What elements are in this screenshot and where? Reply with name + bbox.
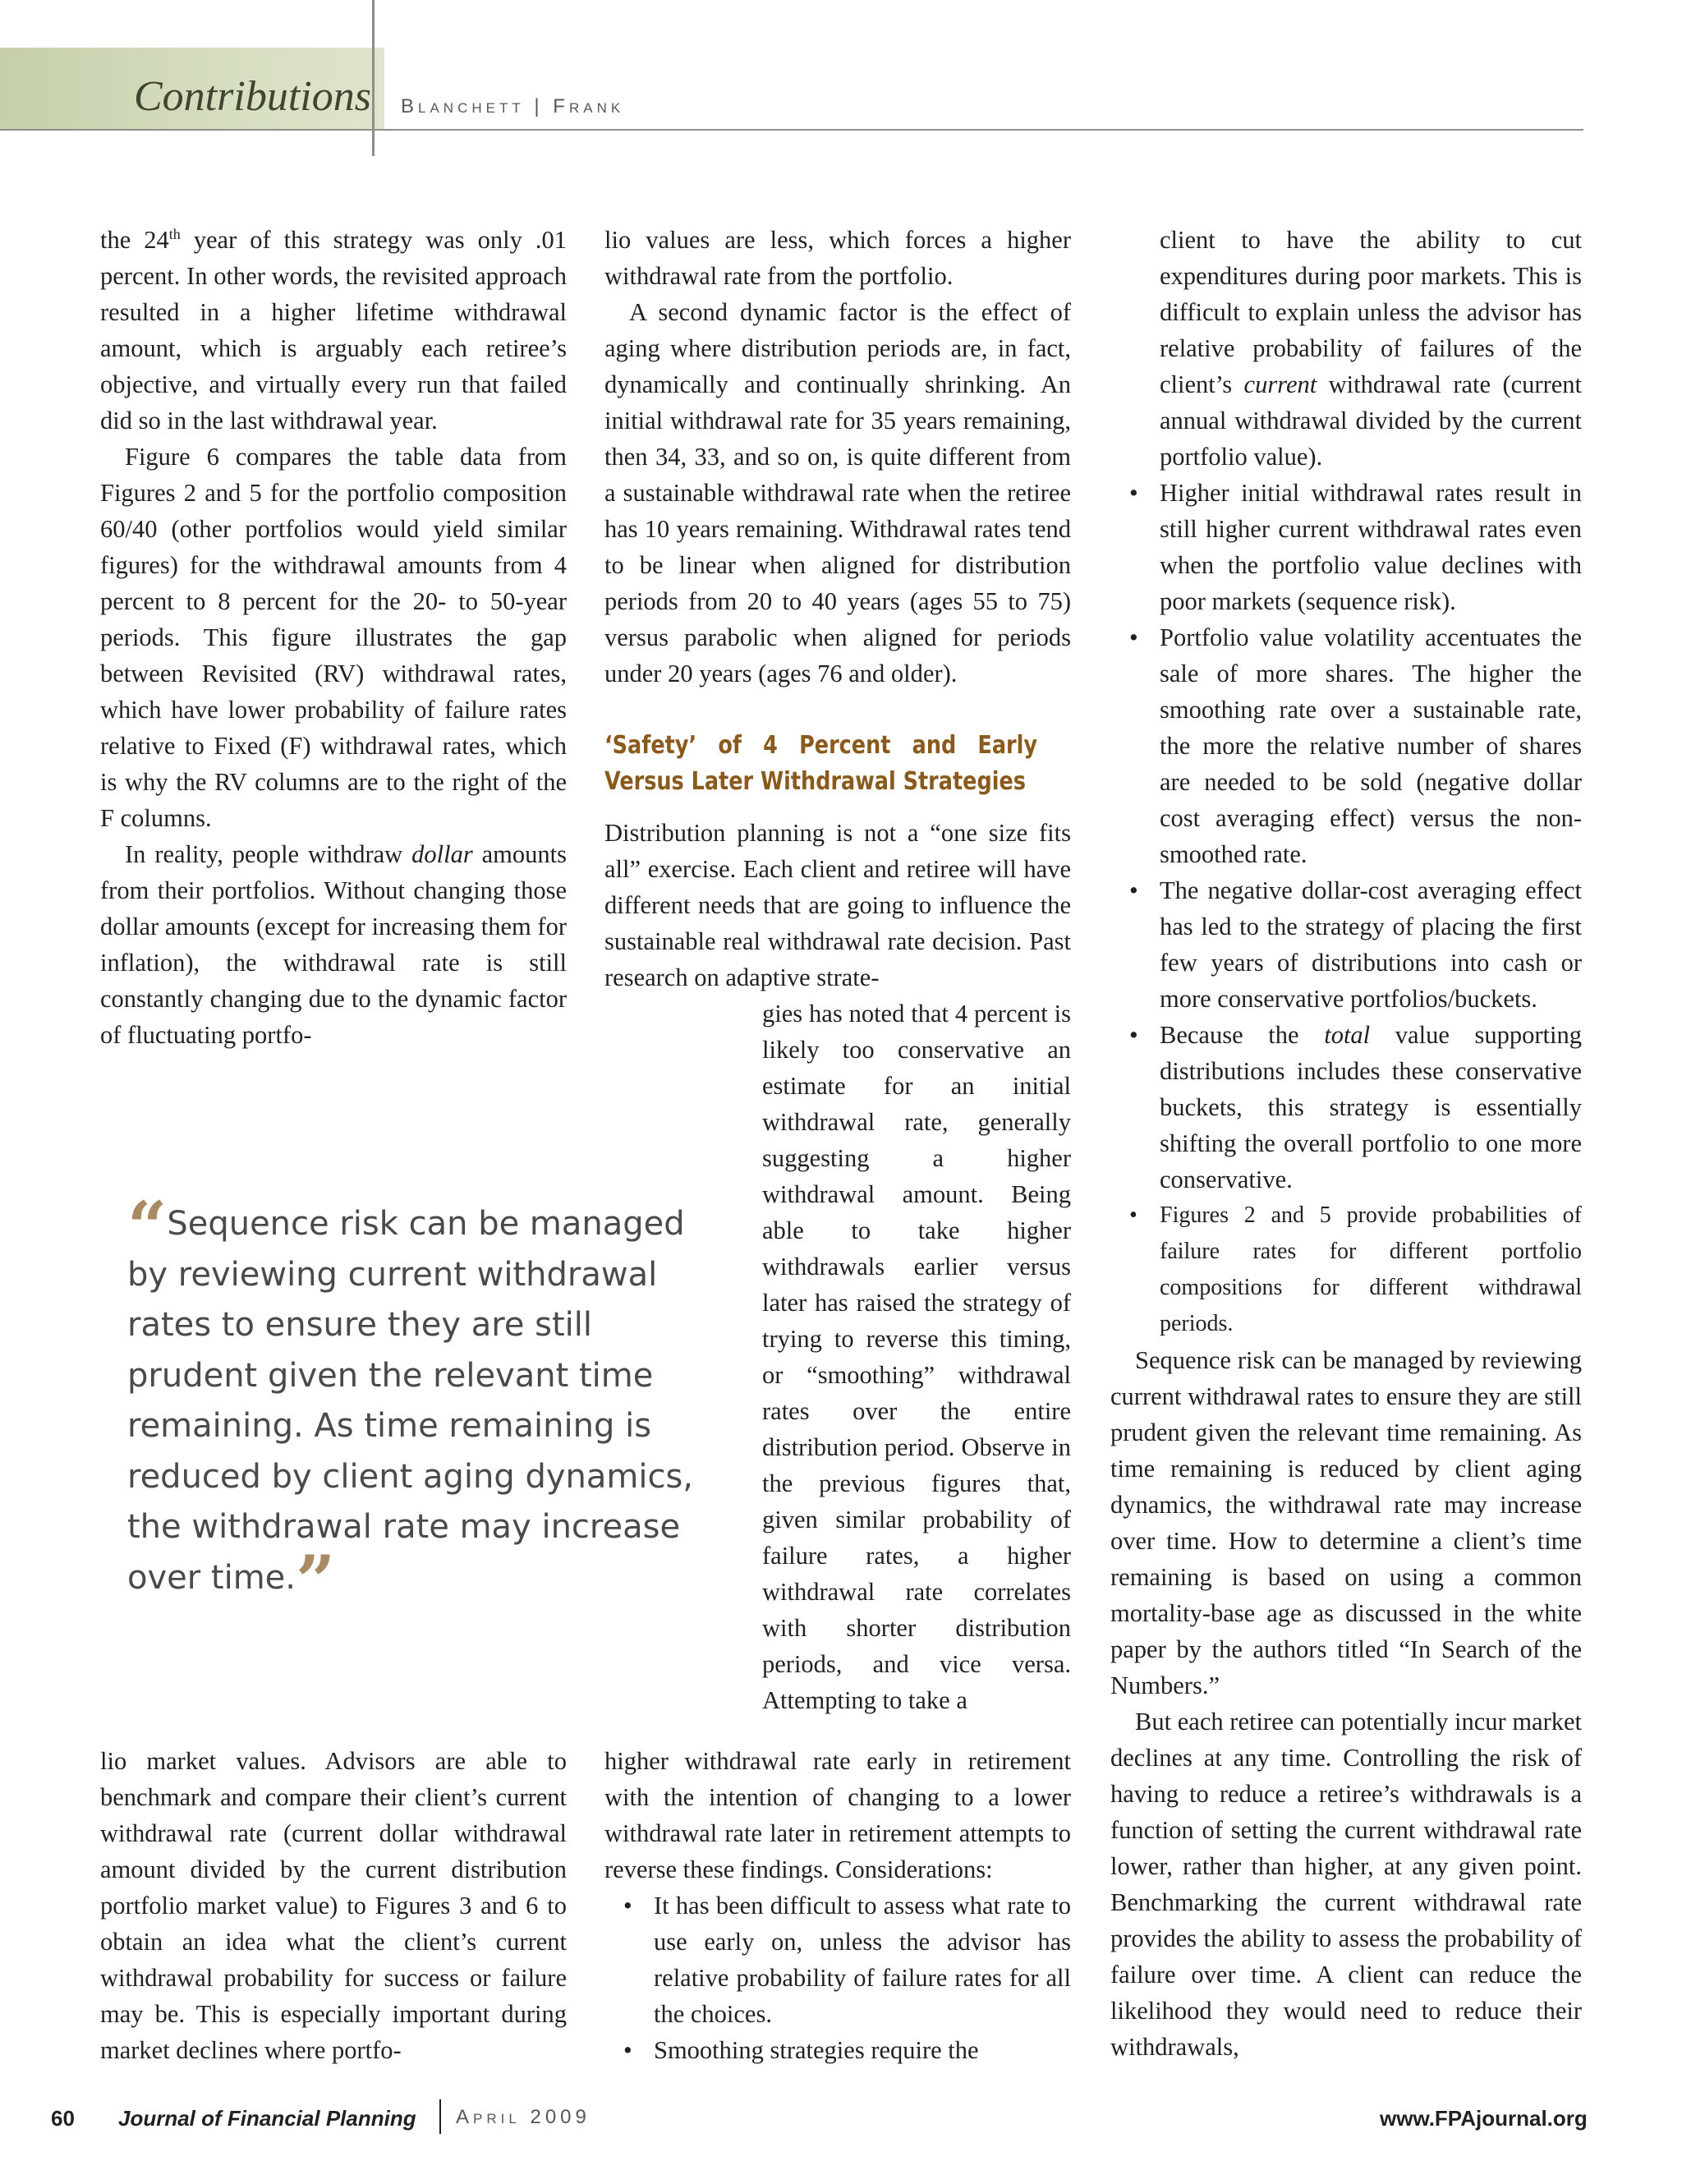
paragraph: Distribution planning is not a “one size fits all” exercise. Each client and retiree will have different needs that are going to influence the sustainable real withdrawal rate decision. Past research on adaptive strate- xyxy=(604,819,1071,991)
paragraph: gies has noted that 4 percent is likely too conservative an estimate for an initial withdrawal rate, generally suggesting a higher withdrawal amount. Being able to take higher withdrawals earlier versus later has raised the strategy of trying to reverse this timing, or “smoothing” withdrawal rates over the entire distribution period. Observe in the previous figures that, given similar probability of failure rates, a higher withdrawal rate correlates with shorter distribution periods, and vice versa. Attempting to take a xyxy=(762,1000,1071,1714)
list-item: • The negative dollar-cost averaging effect has led to the strategy of placing the first few years of distributions into cash or more conservative portfolios/buckets. xyxy=(1110,872,1582,1017)
bullet-list xyxy=(1110,475,1582,1342)
paragraph: But each retiree can potentially incur market declines at any time. Controlling the risk of having to reduce a retiree’s withdrawals is a function of setting the current withdrawal rate lower, rather than higher, at any given point. Benchmarking the current withdrawal rate provides the ability to assess the probability of failure over time. A client can reduce the likelihood they would need to reduce their withdrawals, xyxy=(1110,1708,1582,2061)
paragraph: the 24th year of this strategy was only .01 percent. In other words, the revisited approach resulted in a higher lifetime withdrawal amount, which is arguably each retiree’s objective, and virtually every run that failed did so in the last withdrawal year. xyxy=(100,225,567,435)
issue-date: April 2009 xyxy=(456,2106,591,2128)
bullet-list xyxy=(604,1887,1071,2068)
paragraph: lio values are less, which forces a higher withdrawal rate from the portfolio. xyxy=(604,226,1071,290)
paragraph: lio market values. Advisors are able to benchmark and compare their client’s current withdrawal rate (current dollar withdrawal amount divided by the current distribution portfolio market value) to Figures 3 and 6 to obtain an idea what the client’s current withdrawal probability for success or failure may be. This is especially important during market declines where portfo- xyxy=(100,1747,567,2064)
column-1-bottom xyxy=(100,1743,567,2068)
pull-quote-text: Sequence risk can be managed by reviewing current withdrawal rates to ensure they are still prudent given the relevant time remaining. As time remaining is reduced by client aging dynamics, the withdrawal rate may increase over time. xyxy=(127,1205,694,1597)
section-title: Contributions xyxy=(134,73,371,120)
list-item: • It has been difficult to assess what rate to use early on, unless the advisor has relative probability of failure rates for all the choices. xyxy=(604,1887,1071,2032)
bullet-continuation: client to have the ability to cut expenditures during poor markets. This is difficult to explain unless the advisor has relative probability of failures of the client’s current withdrawal rate (current annual withdrawal divided by the current portfolio value). xyxy=(1160,226,1582,471)
page-number: 60 xyxy=(51,2106,75,2131)
article-authors: Blanchett | Frank xyxy=(401,95,625,117)
paragraph: Sequence risk can be managed by reviewing current withdrawal rates to ensure they are still prudent given the relevant time remaining. As time remaining is reduced by client aging dynamics, the withdrawal rate may increase over time. How to determine a client’s time remaining is based on using a common mortality-base age as discussed in the white paper by the authors titled “In Search of the Numbers.” xyxy=(1110,1346,1582,1699)
list-item: • Because the total value supporting distributions includes these conservative buckets, this strategy is essentially shifting the overall portfolio to one more conservative. xyxy=(1110,1017,1582,1198)
subheading: ‘Safety’ of 4 Percent and Early Versus Later Withdrawal Strategies xyxy=(604,731,1037,796)
list-item: • Smoothing strategies require the xyxy=(604,2032,1071,2068)
paragraph: higher withdrawal rate early in retirement with the intention of changing to a lower withdrawal rate later in retirement attempts to reverse these findings. Considerations: xyxy=(604,1747,1071,1883)
journal-name: Journal of Financial Planning xyxy=(118,2106,416,2131)
column-2-bottom xyxy=(604,1743,1071,2068)
list-item: • Portfolio value volatility accentuates the sale of more shares. The higher the smoothing rate over a sustainable rate, the more the relative number of shares are needed to be sold (negative dollar cost averaging effect) versus the non-smoothed rate. xyxy=(1110,619,1582,872)
paragraph: In reality, people withdraw dollar amounts from their portfolios. Without changing those dollar amounts (except for increasing them for inflation), the withdrawal rate is still constantly changing due to the dynamic factor of fluctuating portfo- xyxy=(100,840,567,1049)
open-quote-mark: “ xyxy=(127,1186,168,1267)
pull-quote xyxy=(127,1186,731,1621)
header-rule xyxy=(0,129,1583,131)
footer-divider xyxy=(439,2099,441,2134)
list-item: • Higher initial withdrawal rates result in still higher current withdrawal rates even when the portfolio value declines with poor markets (sequence risk). xyxy=(1110,475,1582,619)
paragraph: Figure 6 compares the table data from Figures 2 and 5 for the portfolio composition 60/40 (other portfolios would yield similar figures) for the withdrawal amounts from 4 percent to 8 percent for the 20- to 50-year periods. This figure illustrates the gap between Revisited (RV) withdrawal rates, which have lower probability of failure rates relative to Fixed (F) withdrawal rates, which is why the RV columns are to the right of the F columns. xyxy=(100,443,567,832)
column-1 xyxy=(100,222,567,1053)
website-link[interactable]: www.FPAjournal.org xyxy=(1380,2106,1588,2131)
column-3 xyxy=(1110,222,1582,2065)
close-quote-mark: ” xyxy=(296,1539,336,1621)
paragraph: A second dynamic factor is the effect of aging where distribution periods are, in fact, dynamically and continually shrinking. An initial withdrawal rate for 35 years remaining, then 34, 33, and so on, is quite different from a sustainable withdrawal rate when the retiree has 10 years remaining. Withdrawal rates tend to be linear when aligned for distribution periods from 20 to 40 years (ages 55 to 75) versus parabolic when aligned for periods under 20 years (ages 76 and older). xyxy=(604,298,1071,687)
header-vertical-rule xyxy=(372,0,375,156)
list-item: • Figures 2 and 5 provide probabilities of failure rates for different portfolio compositions for different withdrawal periods. xyxy=(1110,1198,1582,1342)
